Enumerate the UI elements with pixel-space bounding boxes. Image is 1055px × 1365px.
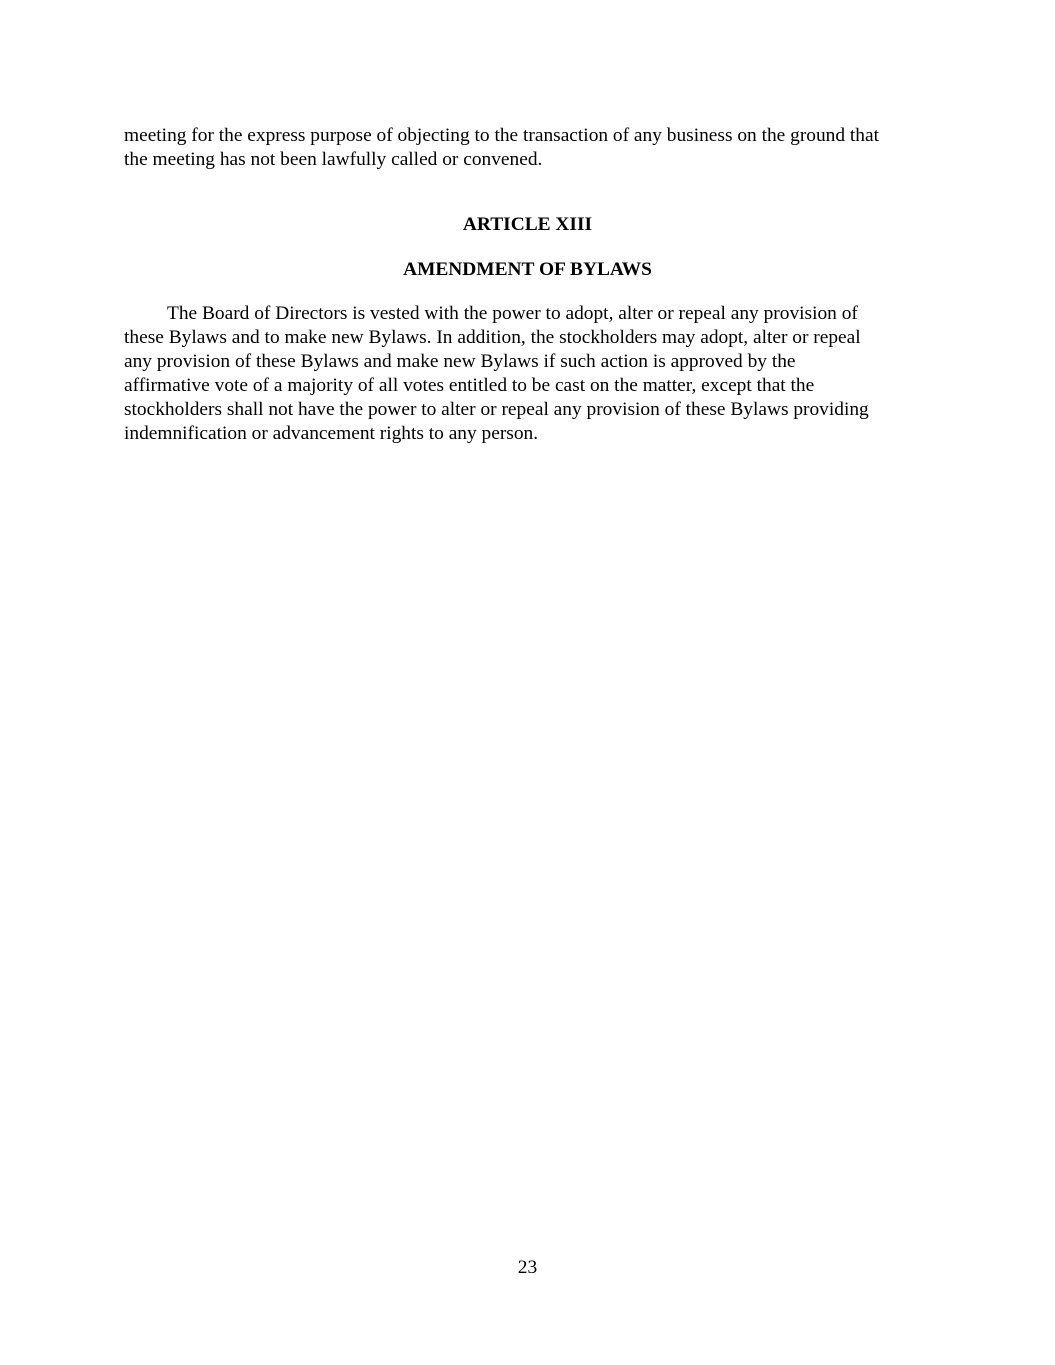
continuation-line-1: meeting for the express purpose of objecting to the transaction of any business on the ground that — [124, 125, 879, 146]
page-number: 23 — [517, 1257, 538, 1278]
paragraph-line-3: any provision of these Bylaws and make new Bylaws if such action is approved by the — [124, 351, 796, 372]
article-number-heading: ARTICLE XIII — [462, 214, 593, 235]
paragraph-line-6: indemnification or advancement rights to any person. — [124, 423, 539, 444]
paragraph-line-2: these Bylaws and to make new Bylaws. In addition, the stockholders may adopt, alter or repeal — [124, 327, 861, 348]
continuation-line-2: the meeting has not been lawfully called or convened. — [124, 149, 543, 170]
paragraph-line-4: affirmative vote of a majority of all votes entitled to be cast on the matter, except that the — [124, 375, 815, 396]
article-title-heading: AMENDMENT OF BYLAWS — [403, 259, 652, 280]
paragraph-line-5: stockholders shall not have the power to alter or repeal any provision of these Bylaws providing — [124, 399, 869, 420]
paragraph-line-1: The Board of Directors is vested with the power to adopt, alter or repeal any provision of — [167, 303, 858, 324]
